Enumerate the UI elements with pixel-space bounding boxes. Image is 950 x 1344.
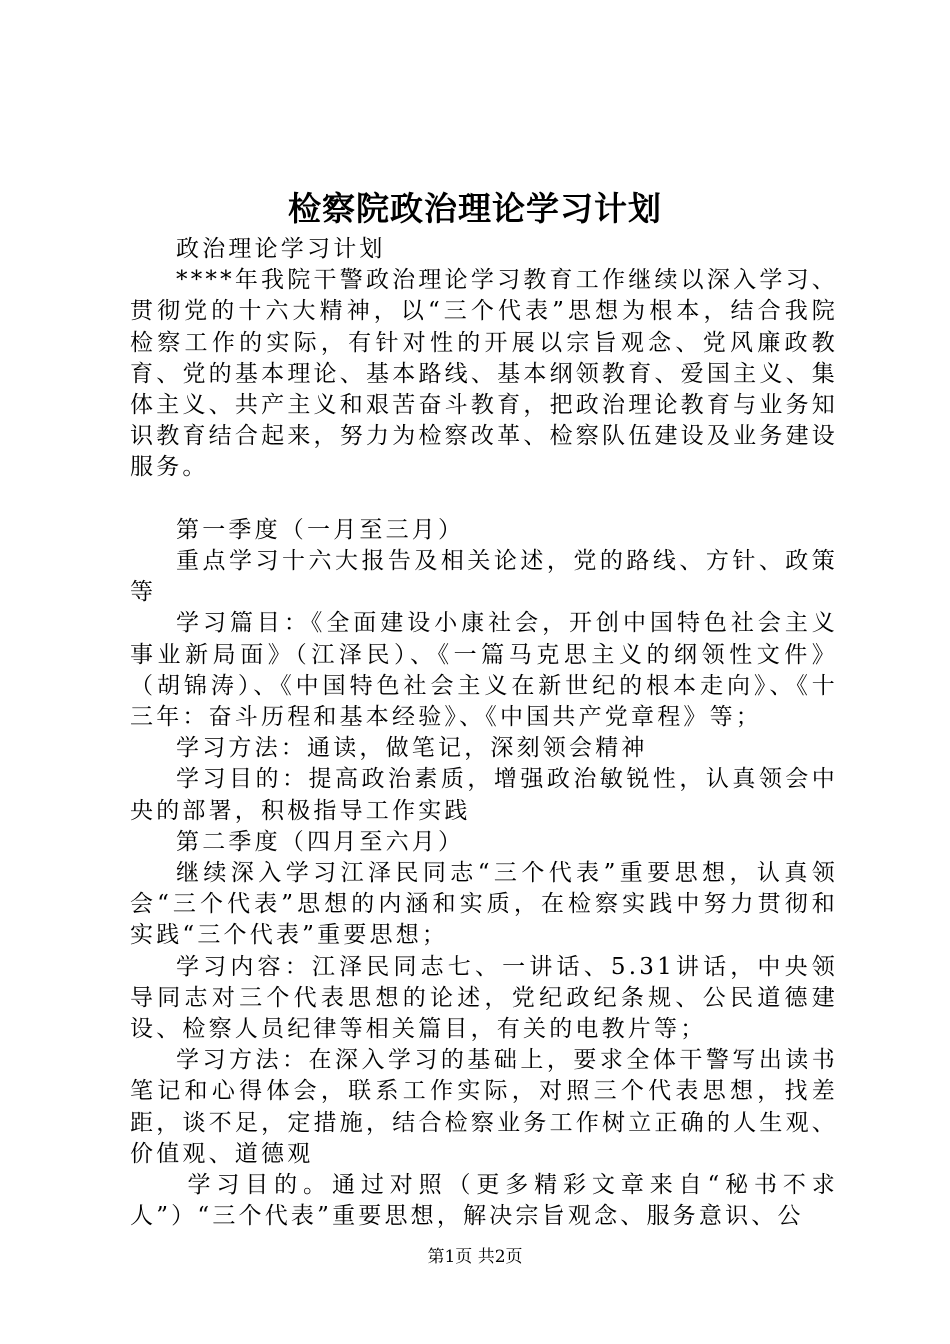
paragraph-subtitle: 政治理论学习计划 [176, 236, 386, 262]
blank-line [130, 484, 838, 515]
paragraph-q1-goal: 学习目的：提高政治素质，增强政治敏锐性，认真领会中央的部署，积极指导工作实践 [130, 766, 838, 824]
document-title: 检察院政治理论学习计划 [288, 189, 662, 228]
paragraph-intro: ****年我院干警政治理论学习教育工作继续以深入学习、贯彻党的十六大精神，以“三个代表”思想为根本，结合我院检察工作的实际，有针对性的开展以宗旨观念、党风廉政教育、党的基本理论、基本路线、基本纲领教育、爱国主义、集体主义、共产主义和艰苦奋斗教育，把政治理论教育与业务知识教育结合起来，努力为检察改革、检察队伍建设及业务建设服务。 [130, 267, 838, 481]
paragraph-q2-goal: 学习目的。通过对照（更多精彩文章来自“秘书不求人”）“三个代表”重要思想，解决宗旨观念、服务意识、公 [130, 1172, 838, 1230]
paragraph-q1-method: 学习方法：通读，做笔记，深刻领会精神 [176, 735, 648, 762]
paragraph-q2-content: 学习内容：江泽民同志七、一讲话、5.31讲话，中央领导同志对三个代表思想的论述，党纪政纪条规、公民道德建设、检察人员纪律等相关篇目，有关的电教片等； [130, 953, 838, 1043]
paragraph-q1-heading: 第一季度（一月至三月） [176, 516, 465, 543]
paragraph-q1-readings: 学习篇目：《全面建设小康社会，开创中国特色社会主义事业新局面》（江泽民）、《一篇马克思主义的纲领性文件》（胡锦涛）、《中国特色社会主义在新世纪的根本走向》、《十三年：奋斗历程和基本经验》、《中国共产党章程》等； [130, 610, 838, 731]
page-footer: 第1页 共2页 [427, 1247, 523, 1267]
paragraph-q1-focus: 重点学习十六大报告及相关论述，党的路线、方针、政策等 [130, 548, 838, 606]
paragraph-q2-heading: 第二季度（四月至六月） [176, 828, 465, 855]
document-body [130, 234, 838, 1232]
paragraph-q2-method: 学习方法：在深入学习的基础上，要求全体干警写出读书笔记和心得体会，联系工作实际，对照三个代表思想，找差距，谈不足，定措施，结合检察业务工作树立正确的人生观、价值观、道德观 [130, 1047, 838, 1167]
paragraph-q2-focus: 继续深入学习江泽民同志“三个代表”重要思想，认真领会“三个代表”思想的内涵和实质，在检察实践中努力贯彻和实践“三个代表”重要思想； [130, 860, 838, 949]
